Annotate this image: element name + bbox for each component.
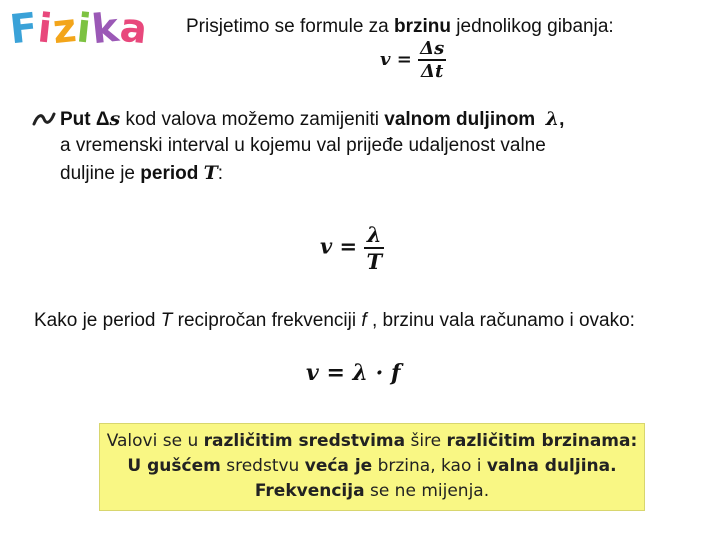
bullet-line-2: a vremenski interval u kojemu val prijeđe udaljenost valne (60, 135, 546, 156)
logo-letter: i (74, 5, 95, 53)
note-line-2 (100, 454, 644, 479)
formula-speed-lambda-T (320, 222, 384, 274)
intro-bold: brzinu (394, 16, 452, 37)
logo-letter: a (117, 4, 150, 54)
logo-letter: z (50, 4, 80, 54)
formula1-eq: = (396, 49, 412, 70)
logo-letter: k (89, 4, 122, 54)
logo-letter: i (35, 5, 56, 53)
note-line-1 (100, 429, 644, 454)
kako-post: , brzinu vala računamo i ovako: (366, 310, 635, 331)
note-l2d: brzina, kao i (372, 456, 487, 476)
put-label: Put Δ (60, 109, 110, 130)
kako-T: T (160, 310, 173, 331)
formula2-fraction (364, 222, 384, 274)
formula-speed-delta (380, 38, 446, 82)
formula2-den: T (366, 249, 383, 274)
bullet-colon: : (217, 163, 224, 184)
formula2-lhs: v (320, 233, 333, 259)
kako-line (34, 308, 635, 334)
kako-f: f (361, 310, 367, 331)
lambda-symbol: λ (545, 108, 560, 130)
bullet-icon (32, 110, 56, 128)
note-box (99, 423, 645, 511)
formula-speed-lambda-f: v = λ · f (306, 360, 401, 386)
formula1-den: Δt (421, 61, 444, 82)
period-label: period (140, 163, 199, 184)
valna-duljina: valnom duljinom (384, 109, 536, 130)
formula2-eq: = (339, 233, 358, 259)
note-l1a: Valovi se u (106, 431, 204, 451)
bullet-line-3 (60, 160, 223, 187)
kako-mid: recipročan frekvenciji (172, 310, 362, 331)
note-l1d: različitim brzinama: (446, 431, 638, 451)
note-l3b: se ne mijenja. (364, 481, 490, 501)
kako-pre: Kako je period (34, 310, 161, 331)
note-l1c: šire (405, 431, 447, 451)
formula1-lhs: v (380, 49, 391, 70)
note-l1b: različitim sredstvima (203, 431, 406, 451)
formula1-num: Δs (420, 38, 445, 59)
fizika-logo (7, 4, 150, 54)
formula1-fraction (418, 38, 446, 82)
note-l2e: valna duljina. (486, 456, 617, 476)
bullet-l3-pre: duljine je (60, 163, 141, 184)
note-l2c: veća je (304, 456, 373, 476)
formula2-num: λ (364, 222, 384, 249)
note-l2b: sredstvu (220, 456, 305, 476)
bullet-line-1 (60, 106, 564, 133)
note-l3a: Frekvencija (254, 481, 365, 501)
bullet-l1-mid: kod valova možemo zamijeniti (120, 109, 385, 130)
logo-letter: F (7, 4, 41, 54)
intro-text (186, 14, 614, 40)
s-symbol: s (109, 108, 121, 130)
intro-pre: Prisjetimo se formule za (186, 16, 395, 37)
note-line-3 (100, 479, 644, 504)
T-symbol: T (203, 162, 218, 184)
intro-post: jednolikog gibanja: (451, 16, 614, 37)
note-l2a: U gušćem (127, 456, 221, 476)
bullet-comma: , (559, 109, 565, 130)
